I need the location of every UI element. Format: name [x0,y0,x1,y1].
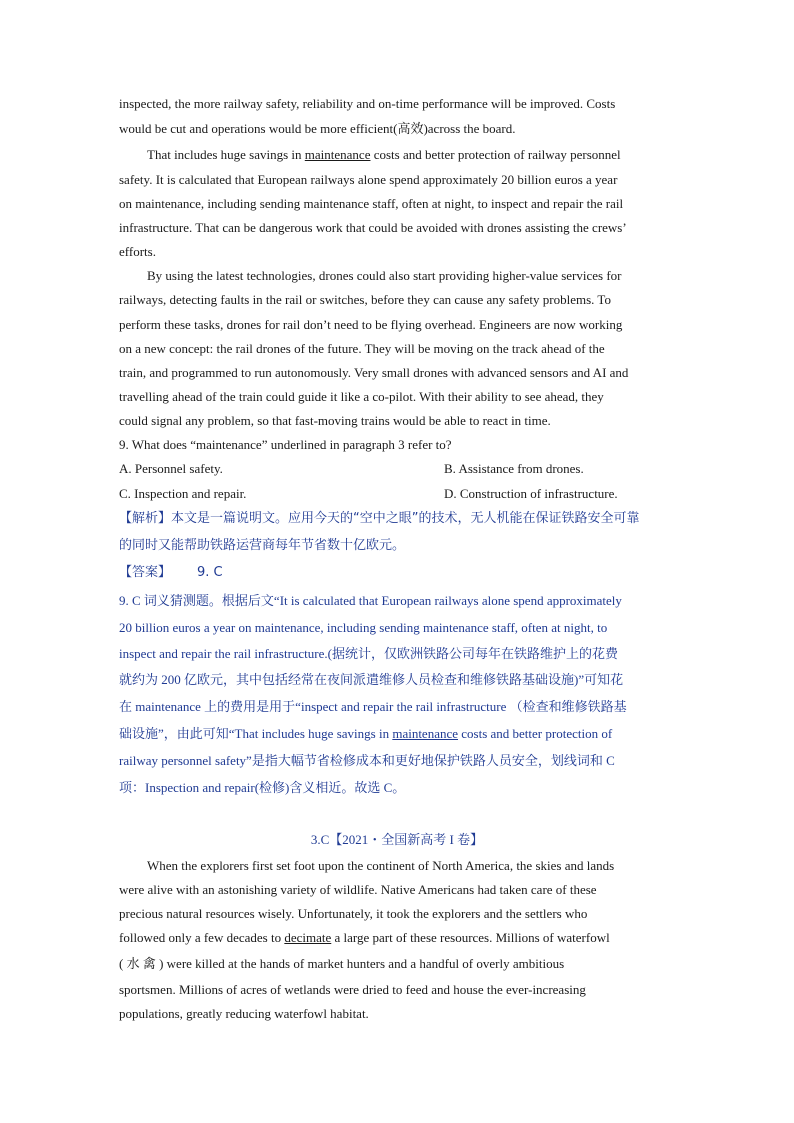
text-run: That includes huge savings in [147,147,305,162]
passage-line: railways, detecting faults in the rail or switches, before they can cause any safety problems. To [119,292,611,307]
answer-value: 9. C [197,565,223,580]
passage-line: safety. It is calculated that European railways alone spend approximately 20 billion euros a year [119,172,618,187]
answer-line [119,565,223,581]
passage-line: ( 水 禽 ) were killed at the hands of market hunters and a handful of overly ambitious [119,956,565,971]
analysis-line: 【解析】本文是一篇说明文。应用今天的“空中之眼”的技术，无人机能在保证铁路安全可靠 [119,511,640,526]
passage-line: perform these tasks, drones for rail don’t need to be flying overhead. Engineers are now working [119,317,623,332]
analysis-line: 的同时又能帮助铁路运营商每年节省数十亿欧元。 [119,538,406,553]
passage-line: train, and programmed to run autonomously. Very small drones with advanced sensors and AI and [119,365,629,380]
passage-line: inspected, the more railway safety, reliability and on-time performance will be improved. Costs [119,96,616,111]
explanation-line [119,726,612,742]
passage-line: infrastructure. That can be dangerous work that could be avoided with drones assisting the crews’ [119,220,627,235]
passage-line [119,930,610,946]
passage-line: sportsmen. Millions of acres of wetlands were dried to feed and house the ever-increasing [119,982,586,997]
underlined-word-decimate: decimate [284,930,332,945]
passage-line: When the explorers first set foot upon the continent of North America, the skies and lands [147,858,615,873]
explanation-line: railway personnel safety”是指大幅节省检修成本和更好地保护铁路人员安全，划线词和 C [119,753,615,768]
passage-line: were alive with an astonishing variety of wildlife. Native Americans had taken care of these [119,882,597,897]
question-stem: 9. What does “maintenance” underlined in paragraph 3 refer to? [119,437,452,452]
passage-line: travelling ahead of the train could guide it like a co-pilot. With their ability to see ahead, they [119,389,604,404]
passage-line: would be cut and operations would be more efficient(高效)across the board. [119,121,516,136]
option-a: A. Personnel safety. [119,461,223,476]
section-heading: 3.C【2021・全国新高考 I 卷】 [310,832,484,847]
option-d: D. Construction of infrastructure. [444,486,618,501]
passage-line: By using the latest technologies, drones could also start providing higher-value services for [147,268,622,283]
option-c: C. Inspection and repair. [119,486,247,501]
text-run: followed only a few decades to [119,930,285,945]
passage-line: on maintenance, including sending maintenance staff, often at night, to inspect and repair the rail [119,196,624,211]
passage-line: on a new concept: the rail drones of the future. They will be moving on the track ahead of the [119,341,605,356]
explanation-line: 就约为 200 亿欧元，其中包括经常在夜间派遣维修人员检查和维修铁路基础设施)”可知花 [119,672,624,687]
text-run: costs and better protection of railway personnel [370,147,621,162]
answer-label: 【答案】 [119,565,172,580]
explanation-line: 9. C 词义猜测题。根据后文“It is calculated that European railways alone spend approximately [119,593,622,608]
passage-line: efforts. [119,244,156,259]
passage-line [147,147,621,163]
explanation-line: inspect and repair the rail infrastructure.(据统计，仅欧洲铁路公司每年在铁路维护上的花费 [119,646,618,661]
underlined-word-maintenance: maintenance [304,147,371,162]
explanation-line: 20 billion euros a year on maintenance, including sending maintenance staff, often at night, to [119,620,608,635]
text-run: 础设施”，由此可知“That includes huge savings in [119,726,393,741]
passage-line: precious natural resources wisely. Unfortunately, it took the explorers and the settlers who [119,906,588,921]
explanation-line: 项：Inspection and repair(检修)含义相近。故选 C。 [119,780,406,795]
underlined-word-maintenance: maintenance [392,726,459,741]
option-b: B. Assistance from drones. [444,461,584,476]
passage-line: could signal any problem, so that fast-moving trains would be able to react in time. [119,413,551,428]
explanation-line: 在 maintenance 上的费用是用于“inspect and repair the rail infrastructure （检查和维修铁路基 [119,699,627,714]
passage-line: populations, greatly reducing waterfowl habitat. [119,1006,369,1021]
text-run: costs and better protection of [458,726,613,741]
text-run: a large part of these resources. Millions of waterfowl [331,930,610,945]
